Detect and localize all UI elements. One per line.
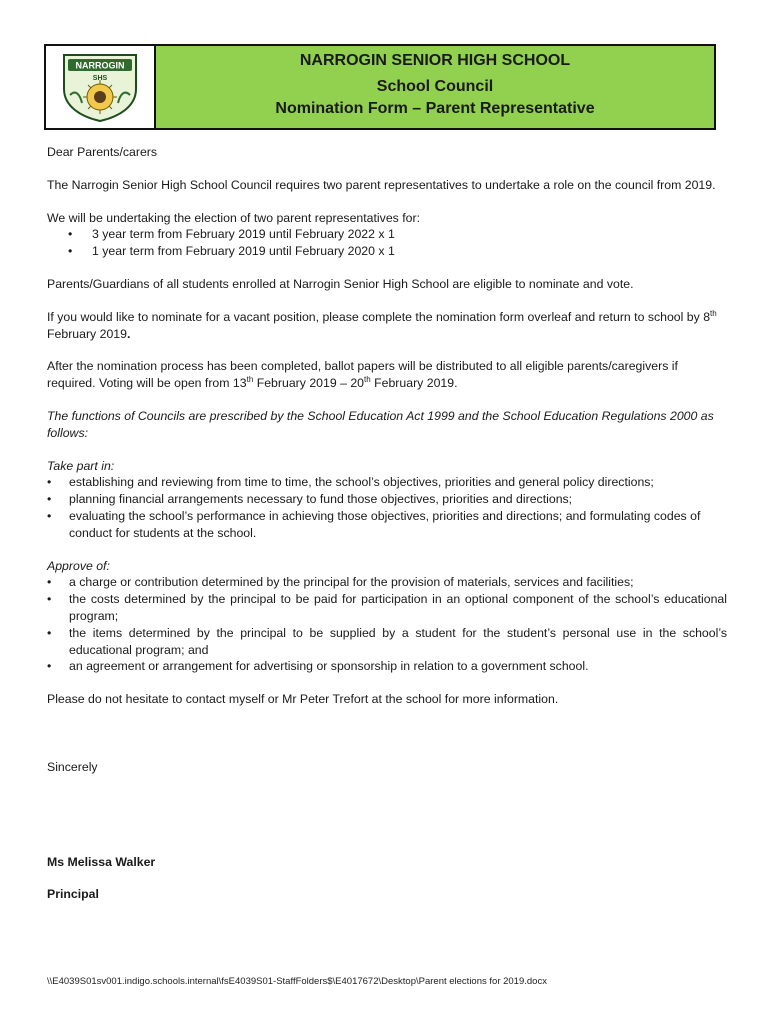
letter-body: [47, 144, 727, 724]
list-item: • the items determined by the principal to be supplied by a student for the student’s personal use in the school’s educational program; and: [47, 625, 727, 659]
form-title: Nomination Form – Parent Representative: [275, 100, 595, 117]
contact-paragraph: Please do not hesitate to contact myself or Mr Peter Trefort at the school for more information.: [47, 692, 559, 707]
signatory-role: Principal: [47, 887, 99, 901]
letterhead: [44, 44, 716, 130]
approve-list: [47, 574, 727, 675]
eligibility-paragraph: Parents/Guardians of all students enrolled at Narrogin Senior High School are eligible to nominate and vote.: [47, 276, 634, 291]
school-name: NARROGIN SENIOR HIGH SCHOOL: [299, 52, 571, 69]
election-section: [47, 210, 727, 260]
list-item: • the costs determined by the principal to be paid for participation in an optional component of the school’s educational program;: [47, 591, 727, 625]
list-item: • 3 year term from February 2019 until February 2022 x 1: [68, 226, 727, 243]
signatory-name: Ms Melissa Walker: [47, 855, 156, 869]
list-item: • a charge or contribution determined by the principal for the provision of materials, services and facilities;: [47, 574, 727, 591]
closing: Sincerely: [47, 760, 98, 774]
school-logo: [46, 46, 156, 128]
approve-heading: Approve of:: [47, 558, 110, 573]
footer-file-path: \\E4039S01sv001.indigo.schools.internal\fsE4039S01-StaffFolders$\E4017672\Desktop\Parent elections for 2019.docx: [47, 976, 547, 987]
election-intro: We will be undertaking the election of two parent representatives for:: [47, 210, 420, 225]
svg-text:NARROGIN: NARROGIN: [75, 60, 125, 71]
intro-paragraph: The Narrogin Senior High School Council requires two parent representatives to undertake a role on the council from 2019.: [47, 177, 716, 192]
take-part-heading: Take part in:: [47, 458, 115, 473]
term-list: [47, 226, 727, 260]
list-item: • 1 year term from February 2019 until February 2020 x 1: [68, 243, 727, 260]
list-item: • an agreement or arrangement for advertising or sponsorship in relation to a government school.: [47, 658, 727, 675]
council-title: School Council: [376, 78, 494, 95]
salutation: Dear Parents/carers: [47, 145, 158, 159]
ballot-paragraph: After the nomination process has been completed, ballot papers will be distributed to all eligible parents/caregivers if required. Voting will be open from 13th February 2019 – 20th February 2019.: [47, 359, 678, 391]
functions-paragraph: The functions of Councils are prescribed by the School Education Act 1999 and the School Education Regulations 2000 as follows:: [47, 408, 714, 440]
list-item: • establishing and reviewing from time to time, the school’s objectives, priorities and general policy directions;: [47, 474, 727, 491]
letterhead-title: [156, 46, 714, 128]
school-crest-icon: [54, 51, 146, 123]
list-item: • evaluating the school’s performance in achieving those objectives, priorities and directions; and formulating codes of conduct for students at the school.: [47, 508, 727, 542]
approve-section: [47, 558, 727, 676]
take-part-list: [47, 474, 727, 541]
nomination-paragraph: If you would like to nominate for a vacant position, please complete the nomination form overleaf and return to school by 8th February 2019.: [47, 308, 717, 341]
take-part-section: [47, 458, 727, 542]
list-item: • planning financial arrangements necessary to fund those objectives, priorities and directions;: [47, 491, 727, 508]
svg-text:SHS: SHS: [92, 75, 108, 82]
